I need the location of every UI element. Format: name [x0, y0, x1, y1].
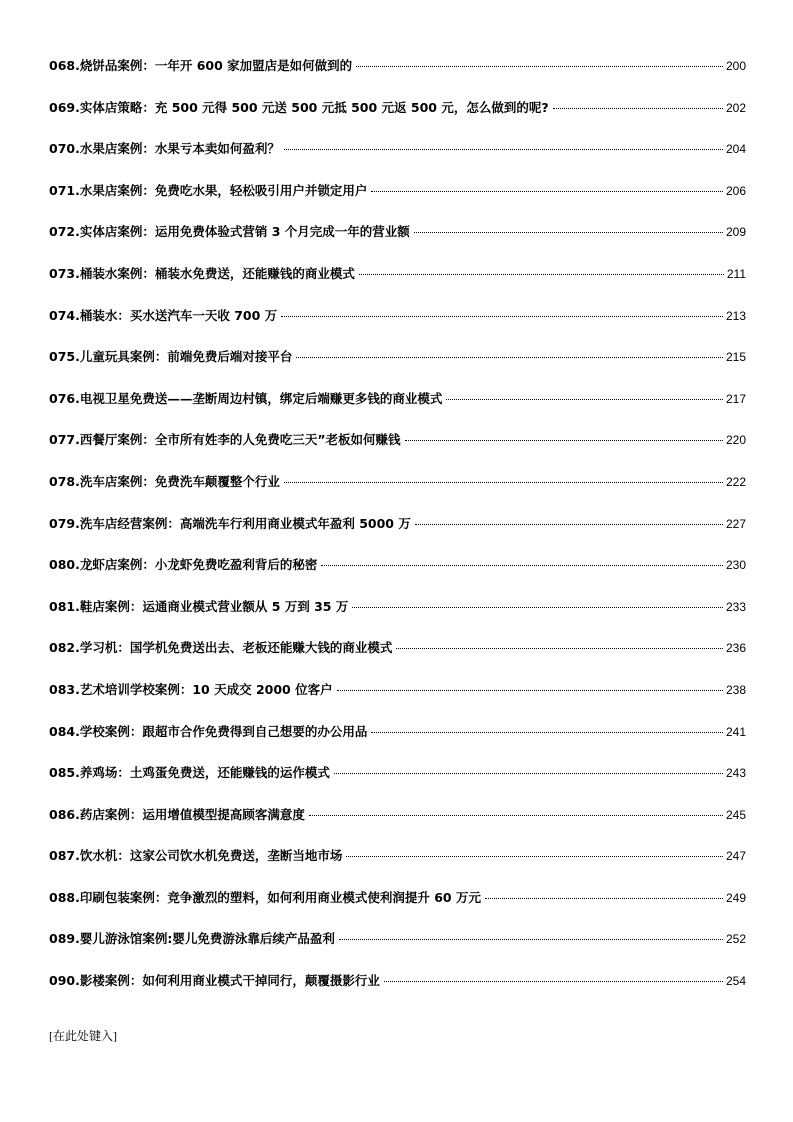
toc-dot-leader — [485, 898, 723, 899]
toc-entry-title: 075.儿童玩具案例：前端免费后端对接平台 — [49, 349, 293, 365]
toc-entry-title: 080.龙虾店案例：小龙虾免费吃盈利背后的秘密 — [49, 557, 318, 573]
toc-entry-page: 204 — [725, 142, 746, 157]
toc-entry-page: 252 — [725, 932, 746, 947]
toc-dot-leader — [281, 316, 723, 317]
toc-entry[interactable] — [49, 222, 746, 264]
toc-dot-leader — [296, 357, 723, 358]
toc-entry-title: 078.洗车店案例：免费洗车颠覆整个行业 — [49, 473, 280, 489]
toc-entry-page: 227 — [725, 516, 746, 531]
footer-placeholder[interactable]: [在此处键入] — [49, 1029, 117, 1043]
toc-dot-leader — [337, 690, 723, 691]
toc-dot-leader — [405, 440, 723, 441]
toc-entry[interactable] — [49, 181, 746, 223]
toc-entry-title: 089.婴儿游泳馆案例:婴儿免费游泳靠后续产品盈利 — [49, 931, 335, 947]
toc-entry-title: 085.养鸡场：土鸡蛋免费送，还能赚钱的运作模式 — [49, 765, 330, 781]
toc-entry[interactable] — [49, 472, 746, 514]
toc-entry[interactable] — [49, 638, 746, 680]
toc-dot-leader — [415, 524, 723, 525]
toc-entry-page: 213 — [725, 308, 746, 323]
toc-dot-leader — [334, 773, 723, 774]
toc-entry[interactable] — [49, 430, 746, 472]
toc-entry-page: 206 — [725, 183, 746, 198]
toc-entry[interactable] — [49, 971, 746, 1013]
toc-entry-title: 079.洗车店经营案例：高端洗车行利用商业模式年盈利 5000 万 — [49, 515, 411, 531]
toc-entry-page: 233 — [725, 599, 746, 614]
toc-entry[interactable] — [49, 805, 746, 847]
toc-dot-leader — [396, 648, 723, 649]
toc-entry-title: 076.电视卫星免费送——垄断周边村镇，绑定后端赚更多钱的商业模式 — [49, 390, 443, 406]
toc-entry-title: 077.西餐厅案例：全市所有姓李的人免费吃三天”老板如何赚钱 — [49, 432, 401, 448]
toc-dot-leader — [284, 482, 723, 483]
toc-entry[interactable] — [49, 597, 746, 639]
toc-entry-title: 082.学习机：国学机免费送出去、老板还能赚大钱的商业模式 — [49, 640, 393, 656]
toc-entry[interactable] — [49, 722, 746, 764]
toc-dot-leader — [384, 981, 723, 982]
toc-entry-page: 202 — [725, 100, 746, 115]
toc-dot-leader — [339, 939, 723, 940]
toc-entry-title: 070.水果店案例：水果亏本卖如何盈利？ — [49, 141, 280, 157]
toc-dot-leader — [356, 66, 723, 67]
toc-entry-page: 209 — [725, 225, 746, 240]
toc-entry-page: 254 — [725, 974, 746, 989]
toc-entry-page: 211 — [726, 266, 746, 281]
toc-entry-title: 090.影楼案例：如何利用商业模式干掉同行，颠覆摄影行业 — [49, 973, 380, 989]
toc-dot-leader — [309, 815, 723, 816]
toc-entry[interactable] — [49, 888, 746, 930]
toc-entry-page: 236 — [725, 641, 746, 656]
toc-entry-title: 071.水果店案例：免费吃水果，轻松吸引用户并锁定用户 — [49, 182, 368, 198]
toc-entry-title: 084.学校案例：跟超市合作免费得到自己想要的办公用品 — [49, 723, 368, 739]
toc-entry-page: 245 — [725, 807, 746, 822]
toc-entry[interactable] — [49, 763, 746, 805]
toc-dot-leader — [352, 607, 723, 608]
toc-dot-leader — [284, 149, 723, 150]
toc-entry-page: 215 — [725, 350, 746, 365]
toc-entry-page: 247 — [725, 849, 746, 864]
toc-dot-leader — [371, 732, 723, 733]
toc-dot-leader — [553, 108, 723, 109]
toc-entry-title: 081.鞋店案例：运通商业模式营业额从 5 万到 35 万 — [49, 598, 349, 614]
toc-entry[interactable] — [49, 264, 746, 306]
toc-entry[interactable] — [49, 347, 746, 389]
toc-entry-page: 243 — [725, 766, 746, 781]
toc-entry-title: 068.烧饼品案例：一年开 600 家加盟店是如何做到的 — [49, 58, 353, 73]
toc-dot-leader — [446, 399, 723, 400]
toc-entry-page: 241 — [725, 724, 746, 739]
toc-dot-leader — [321, 565, 723, 566]
toc-entry-page: 230 — [725, 558, 746, 573]
toc-entry[interactable] — [49, 56, 746, 98]
toc-entry-page: 217 — [725, 391, 746, 406]
toc-entry-title: 072.实体店案例：运用免费体验式营销 3 个月完成一年的营业额 — [49, 224, 410, 240]
toc-entry[interactable] — [49, 514, 746, 556]
toc-entry[interactable] — [49, 555, 746, 597]
toc-entry-title: 087.饮水机：这家公司饮水机免费送，垄断当地市场 — [49, 848, 343, 864]
toc-dot-leader — [414, 232, 723, 233]
toc-dot-leader — [359, 274, 724, 275]
toc-entry-title: 083.艺术培训学校案例：10 天成交 2000 位客户 — [49, 681, 333, 697]
toc-entry-page: 200 — [725, 59, 746, 73]
toc-entry[interactable] — [49, 680, 746, 722]
toc-entry-title: 086.药店案例：运用增值模型提高顾客满意度 — [49, 806, 305, 822]
toc-entry[interactable] — [49, 306, 746, 348]
toc-entry[interactable] — [49, 929, 746, 971]
toc-dot-leader — [346, 856, 723, 857]
toc-entry[interactable] — [49, 846, 746, 888]
toc-dot-leader — [371, 191, 723, 192]
toc-entry-title: 073.桶装水案例：桶装水免费送，还能赚钱的商业模式 — [49, 265, 355, 281]
toc-entry[interactable] — [49, 139, 746, 181]
toc-entry-title: 088.印刷包装案例：竞争激烈的塑料，如何利用商业模式使利润提升 60 万元 — [49, 889, 481, 905]
table-of-contents — [49, 56, 746, 1013]
toc-entry-page: 222 — [725, 474, 746, 489]
toc-entry[interactable] — [49, 98, 746, 140]
toc-entry-page: 249 — [725, 890, 746, 905]
toc-entry-title: 069.实体店策略：充 500 元得 500 元送 500 元抵 500 元返 500 元，怎么做到的呢? — [49, 99, 549, 115]
toc-entry-page: 220 — [725, 433, 746, 448]
toc-entry-page: 238 — [725, 682, 746, 697]
toc-entry-title: 074.桶装水：买水送汽车一天收 700 万 — [49, 307, 278, 323]
toc-entry[interactable] — [49, 389, 746, 431]
